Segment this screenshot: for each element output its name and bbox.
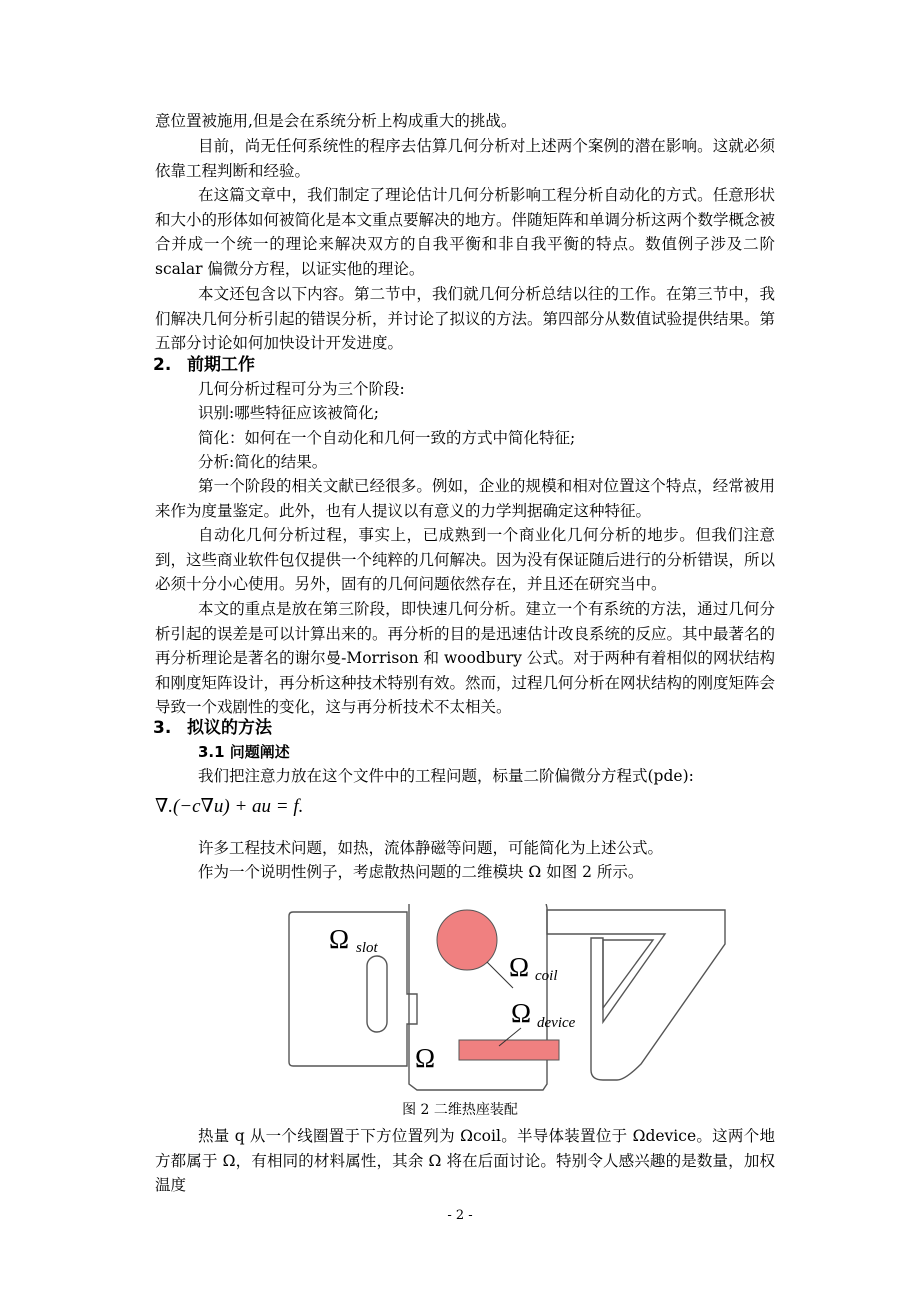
figure-caption: 图 2 二维热座装配 [402,1102,518,1118]
paragraph-automation: 自动化几何分析过程，事实上，已成熟到一个商业化几何分析的地步。但我们注意到，这些商业软件包仅提供一个纯粹的几何解决。因为没有保证随后进行的分析错误，所以必须十分小心使用。另外，固有的几何问题依然存在，并且还在研究当中。 [155,526,776,593]
paragraph-continuation: 意位置被施用,但是会在系统分析上构成重大的挑战。 [155,112,517,130]
paragraph-stage-one: 第一个阶段的相关文献已经很多。例如，企业的规模和相对位置这个特点，经常被用来作为度量鉴定。此外，也有人提议以有意义的力学判据确定这种特征。 [155,477,775,520]
stage-simplify-line: 简化：如何在一个自动化和几何一致的方式中简化特征; [198,429,576,447]
section-2-heading [153,353,255,377]
section-2-title: 前期工作 [187,355,255,375]
pde-applications-line: 许多工程技术问题，如热，流体静磁等问题，可能简化为上述公式。 [198,839,664,857]
slot-outline [367,956,387,1032]
stage-analyze-line: 分析:简化的结果。 [198,453,328,471]
page-number: - 2 - [447,1208,473,1223]
paragraph-this-paper: 在这篇文章中，我们制定了理论估计几何分析影响工程分析自动化的方式。任意形状和大小的形体如何被简化是本文重点要解决的地方。伴随矩阵和单调分析这两个数学概念被合并成一个统一的理论来解决双方的自我平衡和非自我平衡的特点。数值例子涉及二阶 scalar 偏微分方程，以证实他的理论。 [155,186,776,278]
example-intro-line: 作为一个说明性例子，考虑散热问题的二维模块 Ω 如图 2 所示。 [198,863,644,881]
paragraph-outline: 本文还包含以下内容。第二节中，我们就几何分析总结以往的工作。在第三节中，我们解决几何分析引起的错误分析，并讨论了拟议的方法。第四部分从数值试验提供结果。第五部分讨论如何加快设计开发进度。 [155,285,776,352]
section-3-number: 3. [153,718,172,738]
paragraph-focus: 本文的重点是放在第三阶段，即快速几何分析。建立一个有系统的方法，通过几何分析引起的误差是可以计算出来的。再分析的目的是迅速估计改良系统的反应。其中最著名的再分析理论是著名的谢尔曼-Morrison 和 woodbury 公式。对于两种有着相似的网状结构和刚度矩阵设计，再分析这种技术特别有效。然而，过程几何分析在网状结构的刚度矩阵会导致一个戏剧性的变化，这与再分析技术不太相关。 [155,600,776,716]
coil-subscript: coil [535,968,558,984]
pde-intro-line: 我们把注意力放在这个文件中的工程问题，标量二阶偏微分方程式(pde): [198,767,694,785]
stage-intro-line: 几何分析过程可分为三个阶段: [198,380,405,398]
domain-outline [289,912,417,1066]
slot-label: Ω [329,924,350,954]
slot-subscript: slot [356,940,378,956]
right-bracket-outline [547,910,725,1080]
device-subscript: device [537,1015,576,1031]
section-3-title: 拟议的方法 [187,718,272,738]
paragraph-heat-source: 热量 q 从一个线圈置于下方位置列为 Ωcoil。半导体装置位于 Ωdevice。这两个地方都属于 Ω，有相同的材料属性，其余 Ω 将在后面讨论。特别令人感兴趣的是数量，加权温度 [155,1127,775,1194]
domain-label: Ω [415,1043,436,1073]
device-region [459,1040,559,1060]
coil-region [437,910,497,970]
coil-label: Ω [509,952,530,982]
pde-equation: ∇.(−c∇u) + au = f. [155,796,304,817]
section-2-number: 2. [153,355,172,375]
right-bracket-inner-outline [603,940,653,1008]
section-3-heading [153,716,272,740]
stage-identify-line: 识别:哪些特征应该被简化; [198,404,379,422]
subsection-3-1-heading: 3.1 问题阐述 [198,743,290,761]
paragraph-current-status: 目前，尚无任何系统性的程序去估算几何分析对上述两个案例的潜在影响。这就必须依靠工程判断和经验。 [155,137,775,180]
heat-sink-assembly-figure [285,904,735,1094]
device-label: Ω [511,998,532,1028]
